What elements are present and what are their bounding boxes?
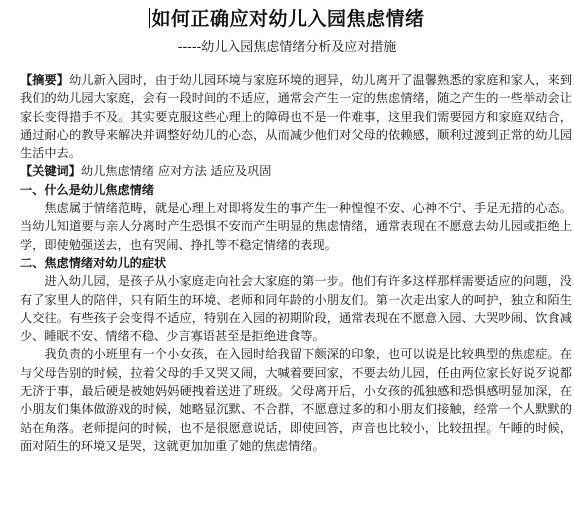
document-title: 如何正确应对幼儿入园焦虑情绪: [151, 8, 425, 30]
keywords-text: 幼儿焦虑情绪 应对方法 适应及巩固: [80, 164, 272, 179]
section-paragraph: 焦虑属于情绪范畴，就是心理上对即将发生的事产生一种惶惶不安、心神不宁、手足无措的心态。当幼儿知道要与亲人分离时产生恐惧不安而产生明显的焦虑情绪，通常表现在不愿意去幼儿园或拒绝上学，即使勉强送去，也有哭闹、挣扎等不稳定情绪的表现。: [20, 201, 572, 252]
section-heading: 一、什么是幼儿焦虑情绪: [20, 182, 155, 197]
abstract-text: 幼儿新入园时，由于幼儿园环境与家庭环境的迥异，幼儿离开了温馨熟悉的家庭和家人，来到我们的幼儿园大家庭，会有一段时间的不适应，通常会产生一定的焦虑情绪，随之产生的一些举动会让家长变得措手不及。其实要克服这些心理上的障碍也不是一件难事，这里我们需要园方和家庭双结合，通过耐心的教导来解决并调整好幼儿的心态，从而减少他们对父母的依赖感，顺利过渡到正常的幼儿园生活中去。: [20, 73, 573, 161]
keywords-label: 【关键词】: [20, 164, 81, 179]
document-subtitle: -----幼儿入园焦虑情绪分析及应对措施: [177, 40, 397, 55]
document-title-line: [0, 6, 574, 32]
section-heading: 二、焦虑情绪对幼儿的症状: [20, 255, 167, 270]
keywords-paragraph: [20, 162, 572, 180]
section-paragraph: 我负责的小班里有一个小女孩，在入园时给我留下颇深的印象，也可以说是比较典型的焦虑症。在与父母告别的时候，拉着父母的手又哭又闹，大喊着要回家，不要去幼儿园，任由两位家长好说歹说都无济于事，最后硬是被她妈妈硬拽着送进了班级。父母离开后，小女孩的孤独感和恐惧感明显加深，在小朋友们集体做游戏的时候，她略显沉默、不合群，不愿意过多的和小朋友们接触，经常一个人默默的站在角落。老师提问的时候，也不是很愿意说话，即使回答，声音也比较小，比较扭捏。午睡的时候，面对陌生的环境又是哭，这就更加加重了她的焦虑情绪。: [20, 347, 572, 453]
document-body: [20, 71, 572, 455]
abstract-label: 【摘要】: [20, 73, 70, 87]
abstract-paragraph: [20, 71, 572, 162]
section-paragraph: 进入幼儿园，是孩子从小家庭走向社会大家庭的第一步。他们有许多这样那样需要适应的问题，没有了家里人的陪伴，只有陌生的环境、老师和同年龄的小朋友们。第一次走出家人的呵护，独立和陌生人交往。有些孩子会变得不适应，特别在入园的初期阶段，通常表现在不愿意入园、大哭吵闹、饮食减少、睡眠不安、情绪不稳、少言寡语甚至是拒绝进食等。: [20, 274, 572, 344]
